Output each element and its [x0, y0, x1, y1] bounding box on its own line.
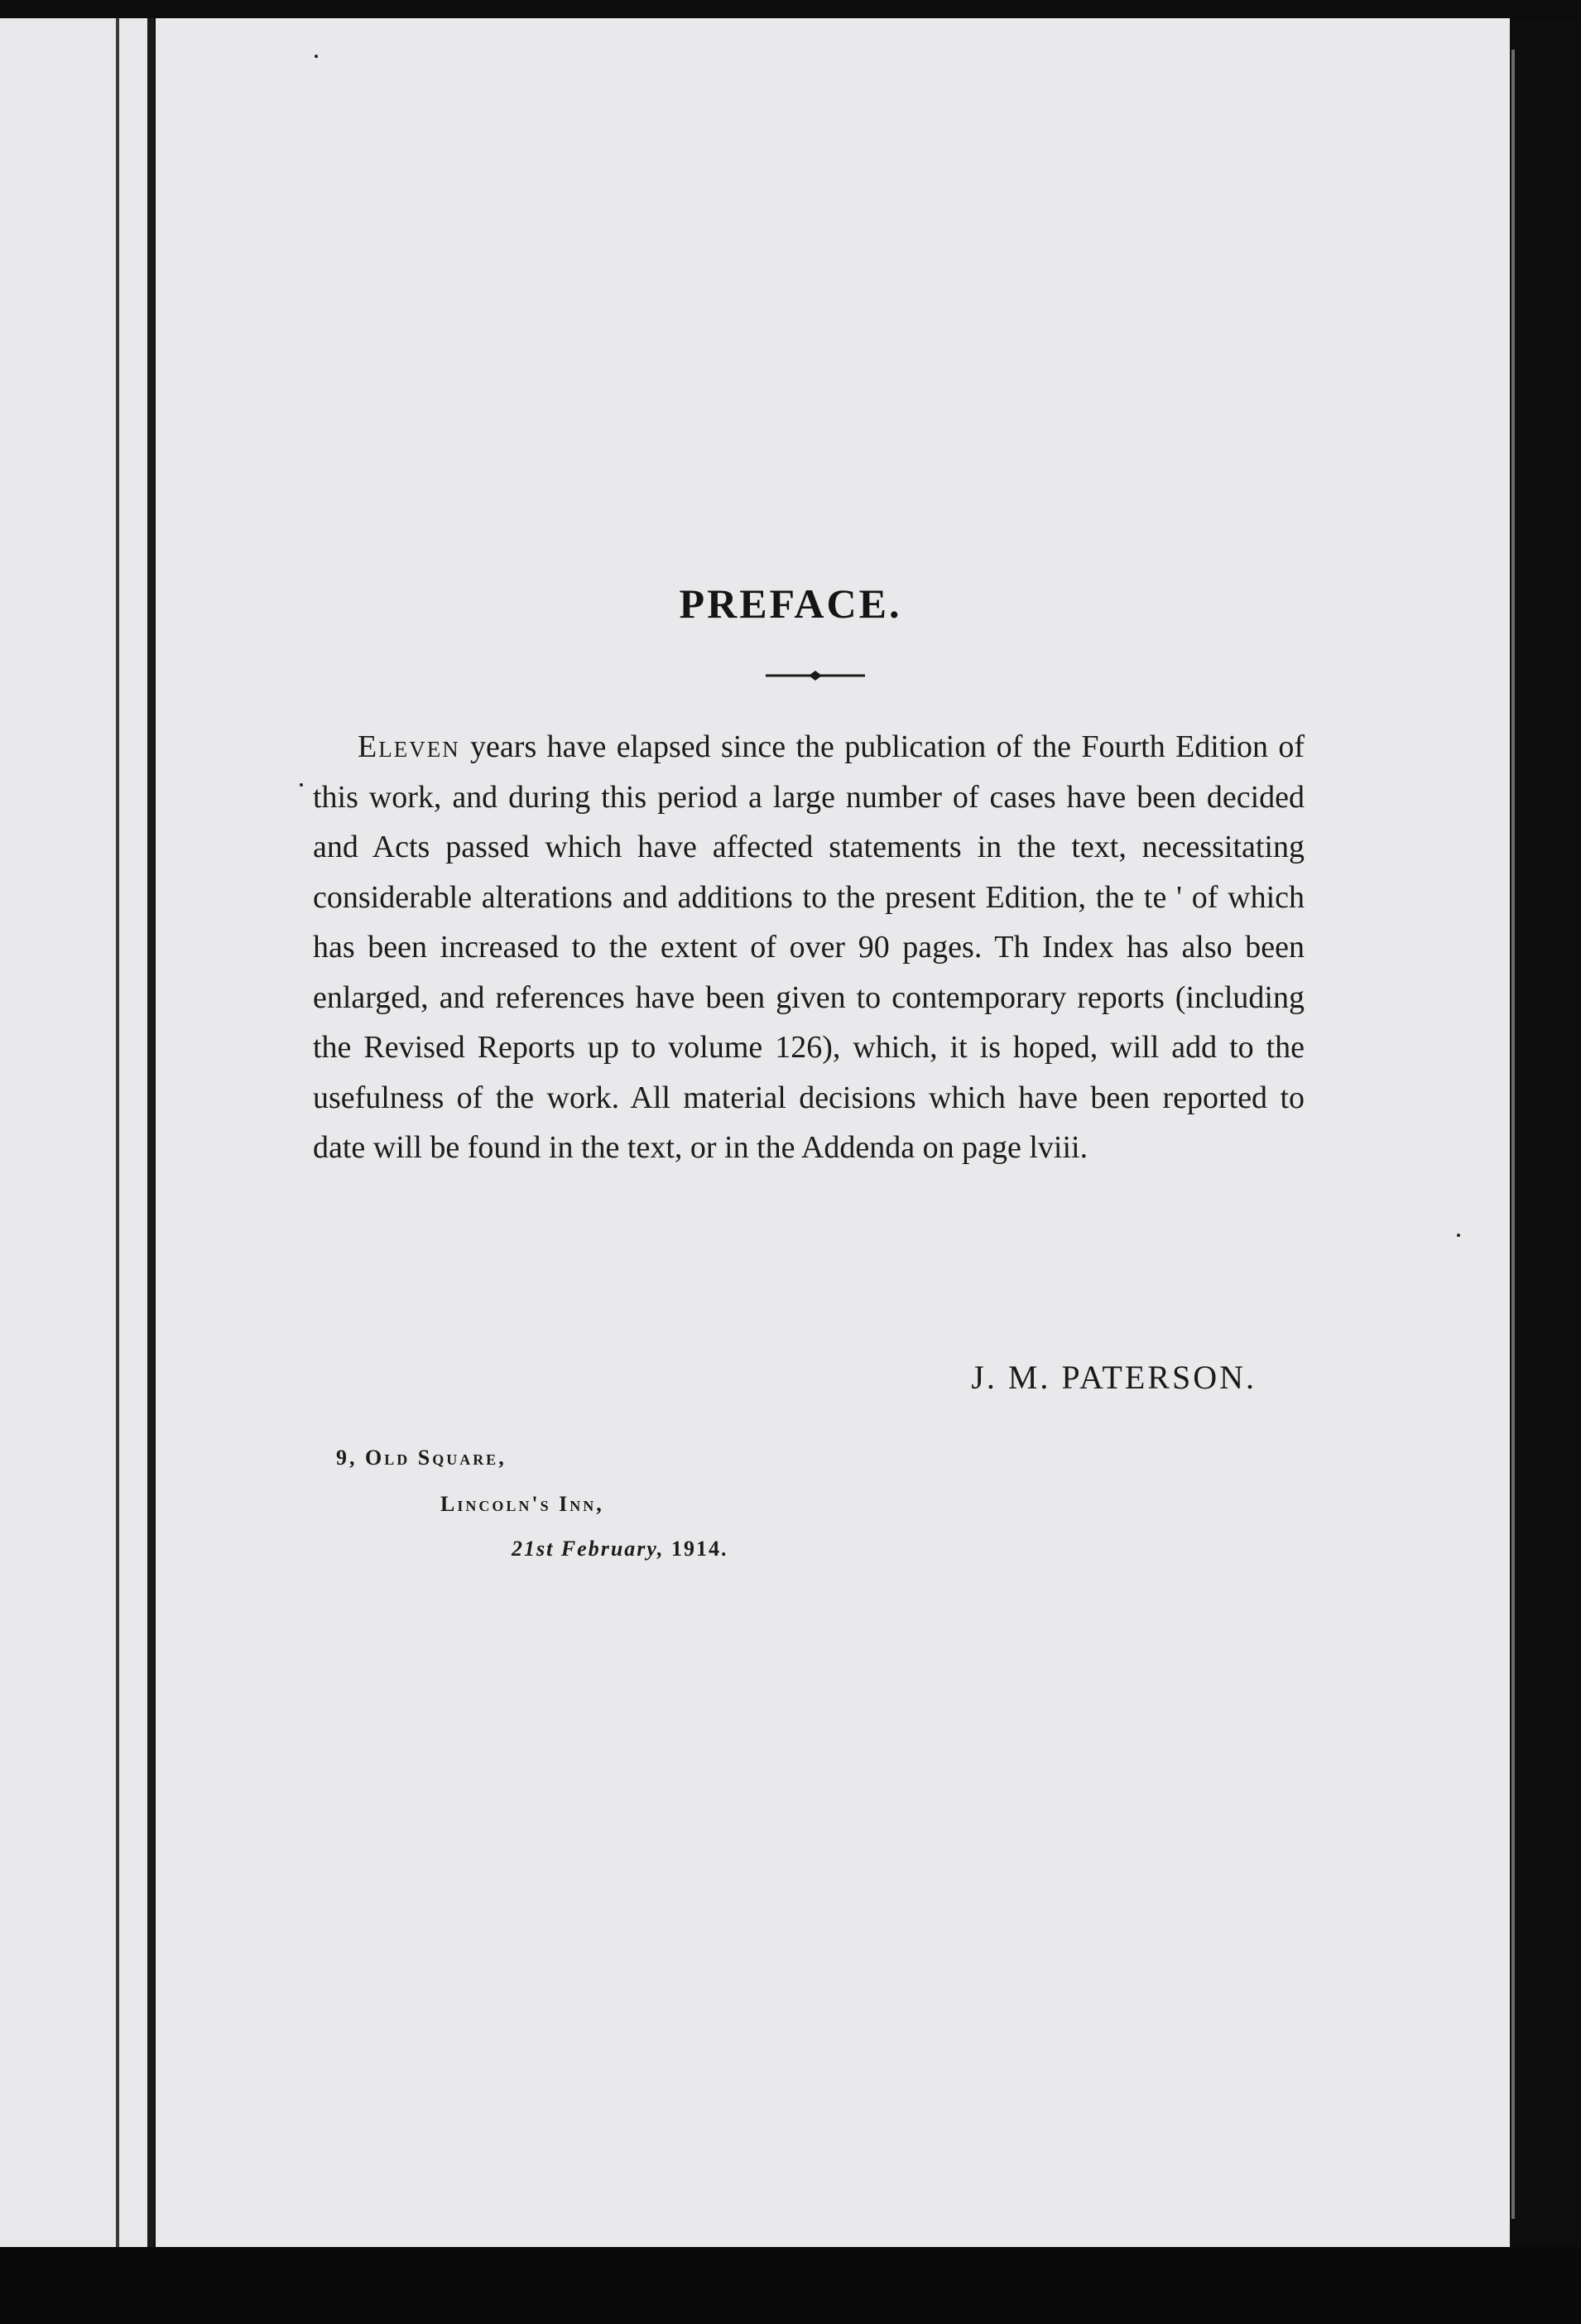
page-title: PREFACE. [679, 580, 902, 627]
date-year: 1914. [664, 1537, 728, 1561]
title-ornament [766, 667, 865, 684]
preface-paragraph [313, 722, 1305, 1173]
opening-word: Eleven [358, 729, 460, 764]
paragraph-text: years have elapsed since the publication of the Fourth Edition of this work, and during this period a large number of cases have been decided and Acts passed which have affected statements in the text, necessitating considerable alterations and additions to the present Edition, the te ' of which has been increased to the extent of over 90 pages. Th Index has also been enlarged, and references have been given to contemporary reports (including the Revised Reports up to volume 126), which, it is hoped, will add to the usefulness of the work. All material decisions which have been reported to date will be found in the text, or in the Addenda on page lviii. [313, 729, 1305, 1165]
scan-speck [315, 55, 318, 58]
bottom-scan-border [0, 2247, 1581, 2324]
address-date [512, 1537, 728, 1561]
left-page-edge [147, 18, 154, 2264]
right-edge-line [1511, 50, 1515, 2219]
left-margin-strip [0, 18, 147, 2264]
date-text: 21st February, [512, 1537, 665, 1561]
scan-speck [300, 783, 303, 787]
left-inner-rule [116, 18, 119, 2264]
author-signature: J. M. PATERSON. [971, 1359, 1257, 1396]
preface-body [313, 722, 1305, 1173]
scan-speck [1457, 1234, 1460, 1237]
address-line-1: 9, Old Square, [336, 1446, 507, 1470]
right-page-edge [1510, 18, 1581, 2254]
address-line-2: Lincoln's Inn, [440, 1492, 604, 1516]
